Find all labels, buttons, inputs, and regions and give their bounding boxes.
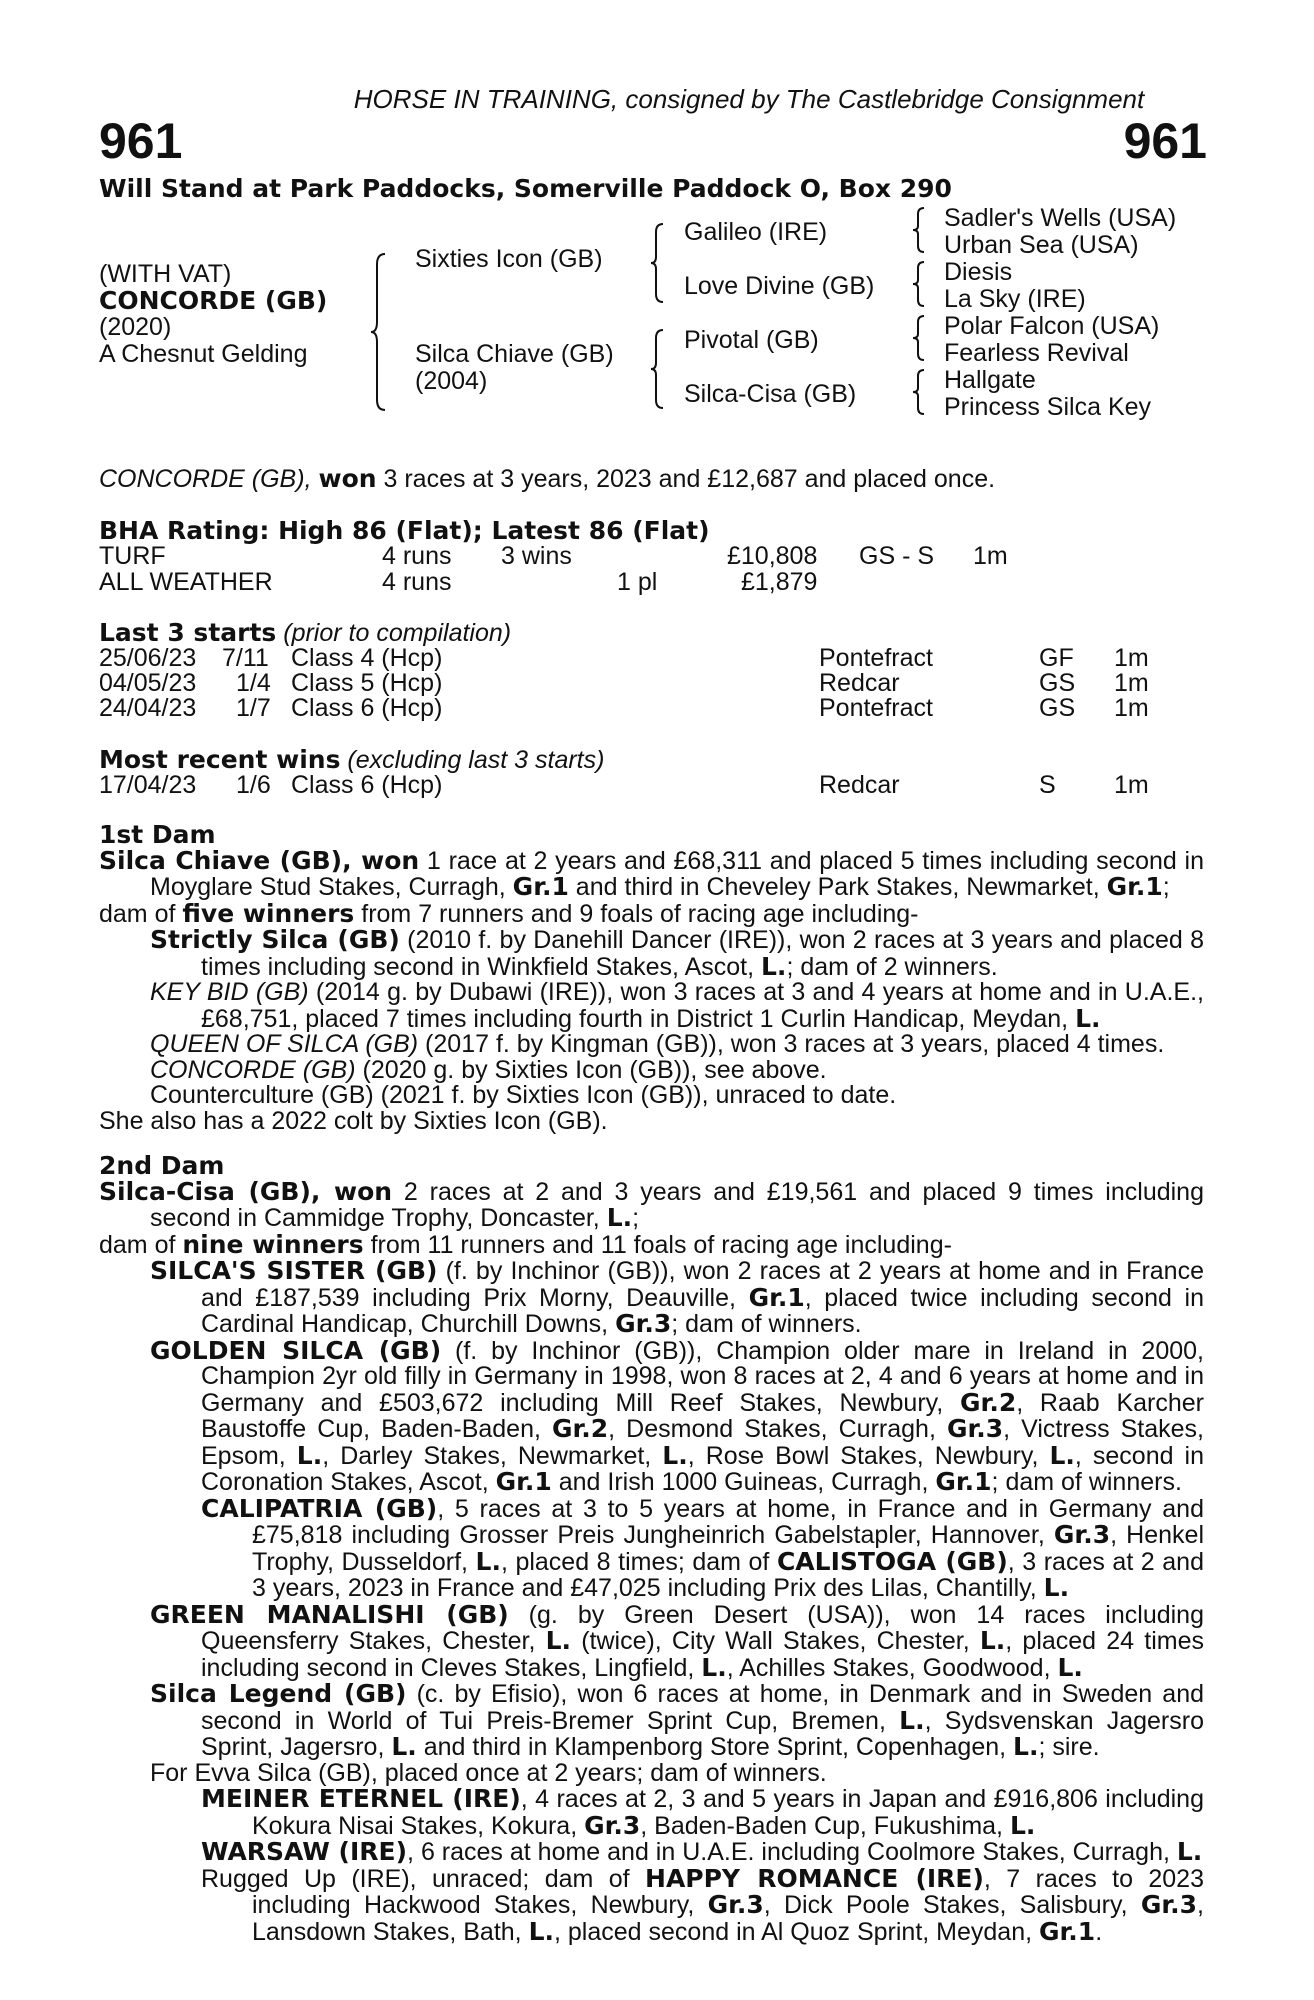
text-run: Gr.1 bbox=[495, 1467, 552, 1496]
text-run: L. bbox=[1049, 1440, 1075, 1470]
last-starts-title: Last 3 starts (prior to compilation) bbox=[99, 618, 512, 647]
text-run: nine winners bbox=[182, 1229, 364, 1259]
rating-row-turf-surface: TURF bbox=[99, 542, 166, 570]
text-run: and Irish 1000 Guineas, Curragh, bbox=[551, 1468, 936, 1496]
text-run: Silca Legend (GB) bbox=[150, 1679, 407, 1708]
text-run: CALIPATRIA (GB) bbox=[201, 1493, 438, 1523]
text-run: , placed twice including second in Cardinal Handicap, Churchill Downs, bbox=[201, 1283, 1204, 1338]
text-run: and third in Klampenborg Store Sprint, Copenhagen, bbox=[416, 1733, 1014, 1761]
produce-strictly-silca bbox=[99, 927, 1204, 980]
g-brace-4 bbox=[911, 368, 927, 416]
text-run: 2 races at 2 and 3 years and £19,561 and placed 9 times including second in Cammidge Trophy, Doncaster, bbox=[150, 1177, 1204, 1232]
text-run: (2010 f. by Danehill Dancer (IRE)), won 2 races at 3 years and placed 8 times including second in Winkfield Stakes, Ascot, bbox=[201, 926, 1204, 981]
rating-row-turf-runs: 4 runs bbox=[382, 542, 452, 570]
text-run: , second in Coronation Stakes, Ascot, bbox=[201, 1441, 1204, 1496]
first-dam-heading: 1st Dam bbox=[99, 820, 216, 849]
text-run: L. bbox=[296, 1440, 323, 1470]
g-brace-3 bbox=[911, 314, 927, 362]
text-run: SILCA'S SISTER (GB) bbox=[150, 1256, 438, 1285]
text-run: , Henkel Trophy, Dusseldorf, bbox=[252, 1521, 1204, 1576]
first-dam-record bbox=[99, 845, 1204, 901]
text-run: L. bbox=[1043, 1573, 1070, 1602]
text-run: She also has a 2022 colt by Sixties Icon (GB). bbox=[99, 1106, 608, 1135]
text-run: Gr.3 bbox=[1140, 1890, 1198, 1919]
gg-sire-2: Diesis bbox=[944, 258, 1013, 286]
text-run: ; bbox=[632, 1204, 640, 1232]
consignor-line: HORSE IN TRAINING, consigned by The Castlebridge Consignment bbox=[353, 84, 1145, 114]
text-run: L. bbox=[1013, 1732, 1039, 1761]
text-run: , placed 24 times including second in Cleves Stakes, Lingfield, bbox=[201, 1627, 1204, 1682]
text-run: L. bbox=[1009, 1810, 1036, 1840]
text-run: KEY BID (GB) bbox=[150, 978, 309, 1006]
text-run: from 11 runners and 11 foals of racing age including- bbox=[363, 1230, 952, 1259]
text-run: Counterculture (GB) (2021 f. by Sixties Icon (GB)), unraced to date. bbox=[150, 1081, 897, 1109]
race-summary: CONCORDE (GB), won 3 races at 3 years, 2023 and £12,687 and placed once. bbox=[99, 464, 996, 493]
text-run: L. bbox=[391, 1732, 417, 1761]
text-run: , Achilles Stakes, Goodwood, bbox=[726, 1653, 1058, 1682]
text-run: L. bbox=[761, 951, 787, 981]
produce-rugged-up bbox=[99, 1863, 1204, 1946]
produce-meiner-eternel bbox=[99, 1786, 1204, 1839]
produce-concorde bbox=[99, 1055, 1204, 1084]
second-dam-produce-intro bbox=[99, 1229, 1204, 1259]
text-run: Gr.1 bbox=[935, 1467, 992, 1496]
gg-dam-4: Princess Silca Key bbox=[944, 393, 1152, 421]
text-run: , bbox=[310, 1176, 334, 1206]
sire-brace bbox=[649, 222, 667, 304]
dam-brace bbox=[649, 328, 667, 410]
g-brace-1 bbox=[911, 206, 927, 254]
text-run: For Evva Silca (GB), placed once at 2 years; dam of winners. bbox=[150, 1758, 827, 1787]
text-run: Gr.3 bbox=[707, 1890, 764, 1919]
text-run: Gr.1 bbox=[512, 872, 569, 901]
gg-sire-4: Hallgate bbox=[944, 366, 1036, 394]
text-run: won bbox=[333, 1176, 393, 1206]
text-run: (f. by Inchinor (GB)), Champion older mare in Ireland in 2000, Champion 2yr old filly in Germany in 1998, won 8 races at 2, 4 and 6 years at home and in Germany and £503,672 including Mill Reef Stakes, Newbury, bbox=[201, 1336, 1204, 1417]
gg-sire-1: Sadler's Wells (USA) bbox=[944, 204, 1177, 232]
gg-sire-3: Polar Falcon (USA) bbox=[944, 312, 1160, 340]
horse-description: A Chesnut Gelding bbox=[99, 340, 308, 368]
text-run: L. bbox=[475, 1546, 501, 1576]
produce-silca-legend bbox=[99, 1681, 1204, 1761]
text-run: , Lansdown Stakes, Bath, bbox=[252, 1891, 1204, 1946]
text-run: (2017 f. by Kingman (GB)), won 3 races at 3 years, placed 4 times. bbox=[418, 1030, 1165, 1058]
produce-warsaw bbox=[99, 1839, 1204, 1866]
text-run: Gr.1 bbox=[748, 1282, 805, 1312]
rating-row-aw-placed: 1 pl bbox=[617, 568, 658, 596]
text-run: (g. by Green Desert (USA)), won 14 races including Queensferry Stakes, Chester, bbox=[201, 1600, 1204, 1655]
text-run: WARSAW (IRE) bbox=[201, 1837, 408, 1866]
text-run: , Rose Bowl Stakes, Newbury, bbox=[687, 1441, 1050, 1470]
first-dam-section bbox=[99, 822, 1204, 1134]
lot-number-right: 961 bbox=[1123, 113, 1207, 169]
gg-dam-1: Urban Sea (USA) bbox=[944, 231, 1139, 259]
summary-text: 3 races at 3 years, 2023 and £12,687 and placed once. bbox=[376, 465, 996, 493]
text-run: , 6 races at home and in U.A.E. including Coolmore Stakes, Curragh, bbox=[407, 1838, 1177, 1866]
text-run: GREEN MANALISHI (GB) bbox=[150, 1599, 509, 1629]
sire-sire: Galileo (IRE) bbox=[684, 218, 828, 246]
produce-golden-silca bbox=[99, 1335, 1205, 1496]
text-run: , Victress Stakes, Epsom, bbox=[201, 1415, 1205, 1470]
text-run: , placed 8 times; dam of bbox=[500, 1547, 777, 1576]
text-run: Gr.1 bbox=[1106, 872, 1163, 901]
text-run: five winners bbox=[182, 898, 355, 928]
produce-queen-of-silca bbox=[99, 1032, 1204, 1058]
text-run: Rugged Up (IRE), unraced; dam of bbox=[201, 1864, 646, 1893]
text-run: ; dam of winners. bbox=[991, 1468, 1182, 1496]
stabling-location: Will Stand at Park Paddocks, Somerville Paddock O, Box 290 bbox=[99, 174, 952, 203]
second-dam-heading: 2nd Dam bbox=[99, 1151, 225, 1180]
rating-row-aw-runs: 4 runs bbox=[382, 568, 452, 596]
produce-key-bid bbox=[99, 980, 1204, 1032]
text-run: dam of bbox=[99, 1230, 183, 1259]
sire: Sixties Icon (GB) bbox=[415, 245, 603, 273]
text-run: , 4 races at 2, 3 and 5 years in Japan and £916,806 including Kokura Nisai Stakes, Kokura, bbox=[252, 1785, 1204, 1840]
text-run: ; dam of 2 winners. bbox=[786, 952, 998, 981]
text-run: , Darley Stakes, Newmarket, bbox=[322, 1441, 663, 1470]
text-run: Gr.2 bbox=[551, 1414, 609, 1443]
text-run: L. bbox=[1057, 1652, 1083, 1682]
text-run: ; sire. bbox=[1038, 1733, 1100, 1761]
text-run: , Dick Poole Stakes, Salisbury, bbox=[763, 1891, 1141, 1919]
text-run: CONCORDE (GB) bbox=[150, 1055, 356, 1084]
first-dam-note bbox=[99, 1106, 1204, 1135]
text-run: (f. by Inchinor (GB)), won 2 races at 2 years at home and in France and £187,539 including Prix Morny, Deauville, bbox=[201, 1257, 1204, 1312]
text-run: and third in Cheveley Park Stakes, Newmarket, bbox=[568, 873, 1107, 901]
text-run: , Baden-Baden Cup, Fukushima, bbox=[640, 1811, 1010, 1840]
rating-row-turf-dist: 1m bbox=[973, 542, 1008, 570]
produce-calipatria bbox=[99, 1493, 1204, 1602]
text-run: won bbox=[361, 845, 420, 875]
text-run: L. bbox=[979, 1626, 1006, 1655]
text-run: Strictly Silca (GB) bbox=[150, 925, 400, 954]
first-dam-produce-intro bbox=[99, 898, 1204, 928]
text-run: Silca-Cisa (GB) bbox=[99, 1176, 311, 1206]
second-dam-record bbox=[99, 1176, 1204, 1232]
text-run: L. bbox=[606, 1203, 633, 1232]
dam-year: (2004) bbox=[415, 367, 488, 395]
pedigree-brace bbox=[369, 252, 389, 412]
produce-counterculture bbox=[99, 1083, 1204, 1109]
text-run: L. bbox=[701, 1652, 727, 1682]
text-run: Gr.3 bbox=[946, 1414, 1004, 1443]
text-run: , Desmond Stakes, Curragh, bbox=[608, 1415, 947, 1443]
produce-evva-silca bbox=[99, 1758, 1204, 1787]
text-run: (twice), City Wall Stakes, Chester, bbox=[571, 1627, 980, 1655]
rating-row-turf-prize: £10,808 bbox=[727, 542, 818, 570]
text-run: L. bbox=[528, 1916, 554, 1946]
text-run: HAPPY ROMANCE (IRE) bbox=[645, 1863, 984, 1893]
rating-row-turf-wins: 3 wins bbox=[501, 542, 572, 570]
rating-title: BHA Rating: High 86 (Flat); Latest 86 (Flat) bbox=[99, 516, 710, 545]
rating-row-aw-prize: £1,879 bbox=[741, 568, 818, 596]
text-run: dam of bbox=[99, 899, 183, 928]
text-run: , 3 races at 2 and 3 years, 2023 in France and £47,025 including Prix des Lilas, Chantilly, bbox=[252, 1547, 1204, 1602]
text-run: 1 race at 2 years and £68,311 and placed 5 times including second in Moyglare Stud Stakes, Curragh, bbox=[150, 846, 1204, 901]
text-run: L. bbox=[1075, 1003, 1101, 1033]
text-run: Gr.1 bbox=[1039, 1916, 1096, 1946]
text-run: CALISTOGA (GB) bbox=[776, 1546, 1008, 1576]
summary-won: won bbox=[318, 464, 377, 493]
text-run: (2014 g. by Dubawi (IRE)), won 3 races at 3 and 4 years at home and in U.A.E., £68,751, placed 7 times including fourth in District 1 Curlin Handicap, Meydan, bbox=[201, 978, 1204, 1033]
text-run: L. bbox=[1176, 1837, 1203, 1866]
gg-dam-3: Fearless Revival bbox=[944, 339, 1129, 367]
text-run: Gr.3 bbox=[584, 1810, 641, 1840]
summary-horse-name: CONCORDE (GB) bbox=[99, 465, 305, 493]
text-run: from 7 runners and 9 foals of racing age including- bbox=[354, 899, 919, 928]
g-brace-2 bbox=[911, 260, 927, 308]
text-run: (2020 g. by Sixties Icon (GB)), see above. bbox=[355, 1055, 827, 1084]
text-run: QUEEN OF SILCA (GB) bbox=[150, 1030, 419, 1058]
produce-silcas-sister bbox=[99, 1258, 1204, 1338]
text-run: Silca Chiave (GB) bbox=[99, 845, 343, 875]
rating-row-turf-going: GS - S bbox=[859, 542, 935, 570]
text-run: Gr.3 bbox=[615, 1309, 672, 1338]
dam-sire: Pivotal (GB) bbox=[684, 326, 819, 354]
text-run: L. bbox=[662, 1440, 688, 1470]
text-run: ; bbox=[1162, 873, 1170, 901]
dam: Silca Chiave (GB) bbox=[415, 340, 614, 368]
text-run: MEINER ETERNEL (IRE) bbox=[201, 1784, 521, 1813]
text-run: L. bbox=[545, 1626, 572, 1655]
rating-row-aw-surface: ALL WEATHER bbox=[99, 568, 273, 596]
text-run: , Raab Karcher Baustoffe Cup, Baden-Baden, bbox=[201, 1388, 1205, 1443]
sire-dam: Love Divine (GB) bbox=[684, 272, 875, 300]
produce-green-manalishi bbox=[99, 1599, 1204, 1682]
text-run: GOLDEN SILCA (GB) bbox=[150, 1335, 442, 1365]
text-run: . bbox=[1095, 1917, 1103, 1946]
text-run: Gr.2 bbox=[960, 1387, 1017, 1417]
text-run: Gr.3 bbox=[1053, 1520, 1111, 1549]
dam-dam: Silca-Cisa (GB) bbox=[684, 380, 857, 408]
text-run: ; dam of winners. bbox=[671, 1310, 862, 1338]
horse-name: CONCORDE (GB) bbox=[99, 286, 328, 315]
horse-year: (2020) bbox=[99, 313, 172, 341]
text-run: , placed second in Al Quoz Sprint, Meydan, bbox=[554, 1917, 1039, 1946]
text-run: L. bbox=[899, 1705, 925, 1735]
second-dam-section bbox=[99, 1153, 1204, 1945]
vat-note: (WITH VAT) bbox=[99, 260, 232, 288]
text-run: , 7 races to 2023 including Hackwood Stakes, Newbury, bbox=[252, 1864, 1204, 1919]
recent-wins-title: Most recent wins (excluding last 3 starts) bbox=[99, 745, 605, 774]
text-run: , Sydsvenskan Jagersro Sprint, Jagersro, bbox=[201, 1706, 1204, 1761]
text-run: , 5 races at 3 to 5 years at home, in France and in Germany and £75,818 including Grosser Preis Jungheinrich Gabelstapler, Hannover, bbox=[252, 1494, 1204, 1549]
text-run: (c. by Efisio), won 6 races at home, in Denmark and in Sweden and second in World of Tui Preis-Bremer Sprint Cup, Bremen, bbox=[201, 1680, 1204, 1735]
gg-dam-2: La Sky (IRE) bbox=[944, 285, 1086, 313]
lot-number-left: 961 bbox=[99, 113, 183, 169]
text-run: , bbox=[342, 845, 362, 875]
